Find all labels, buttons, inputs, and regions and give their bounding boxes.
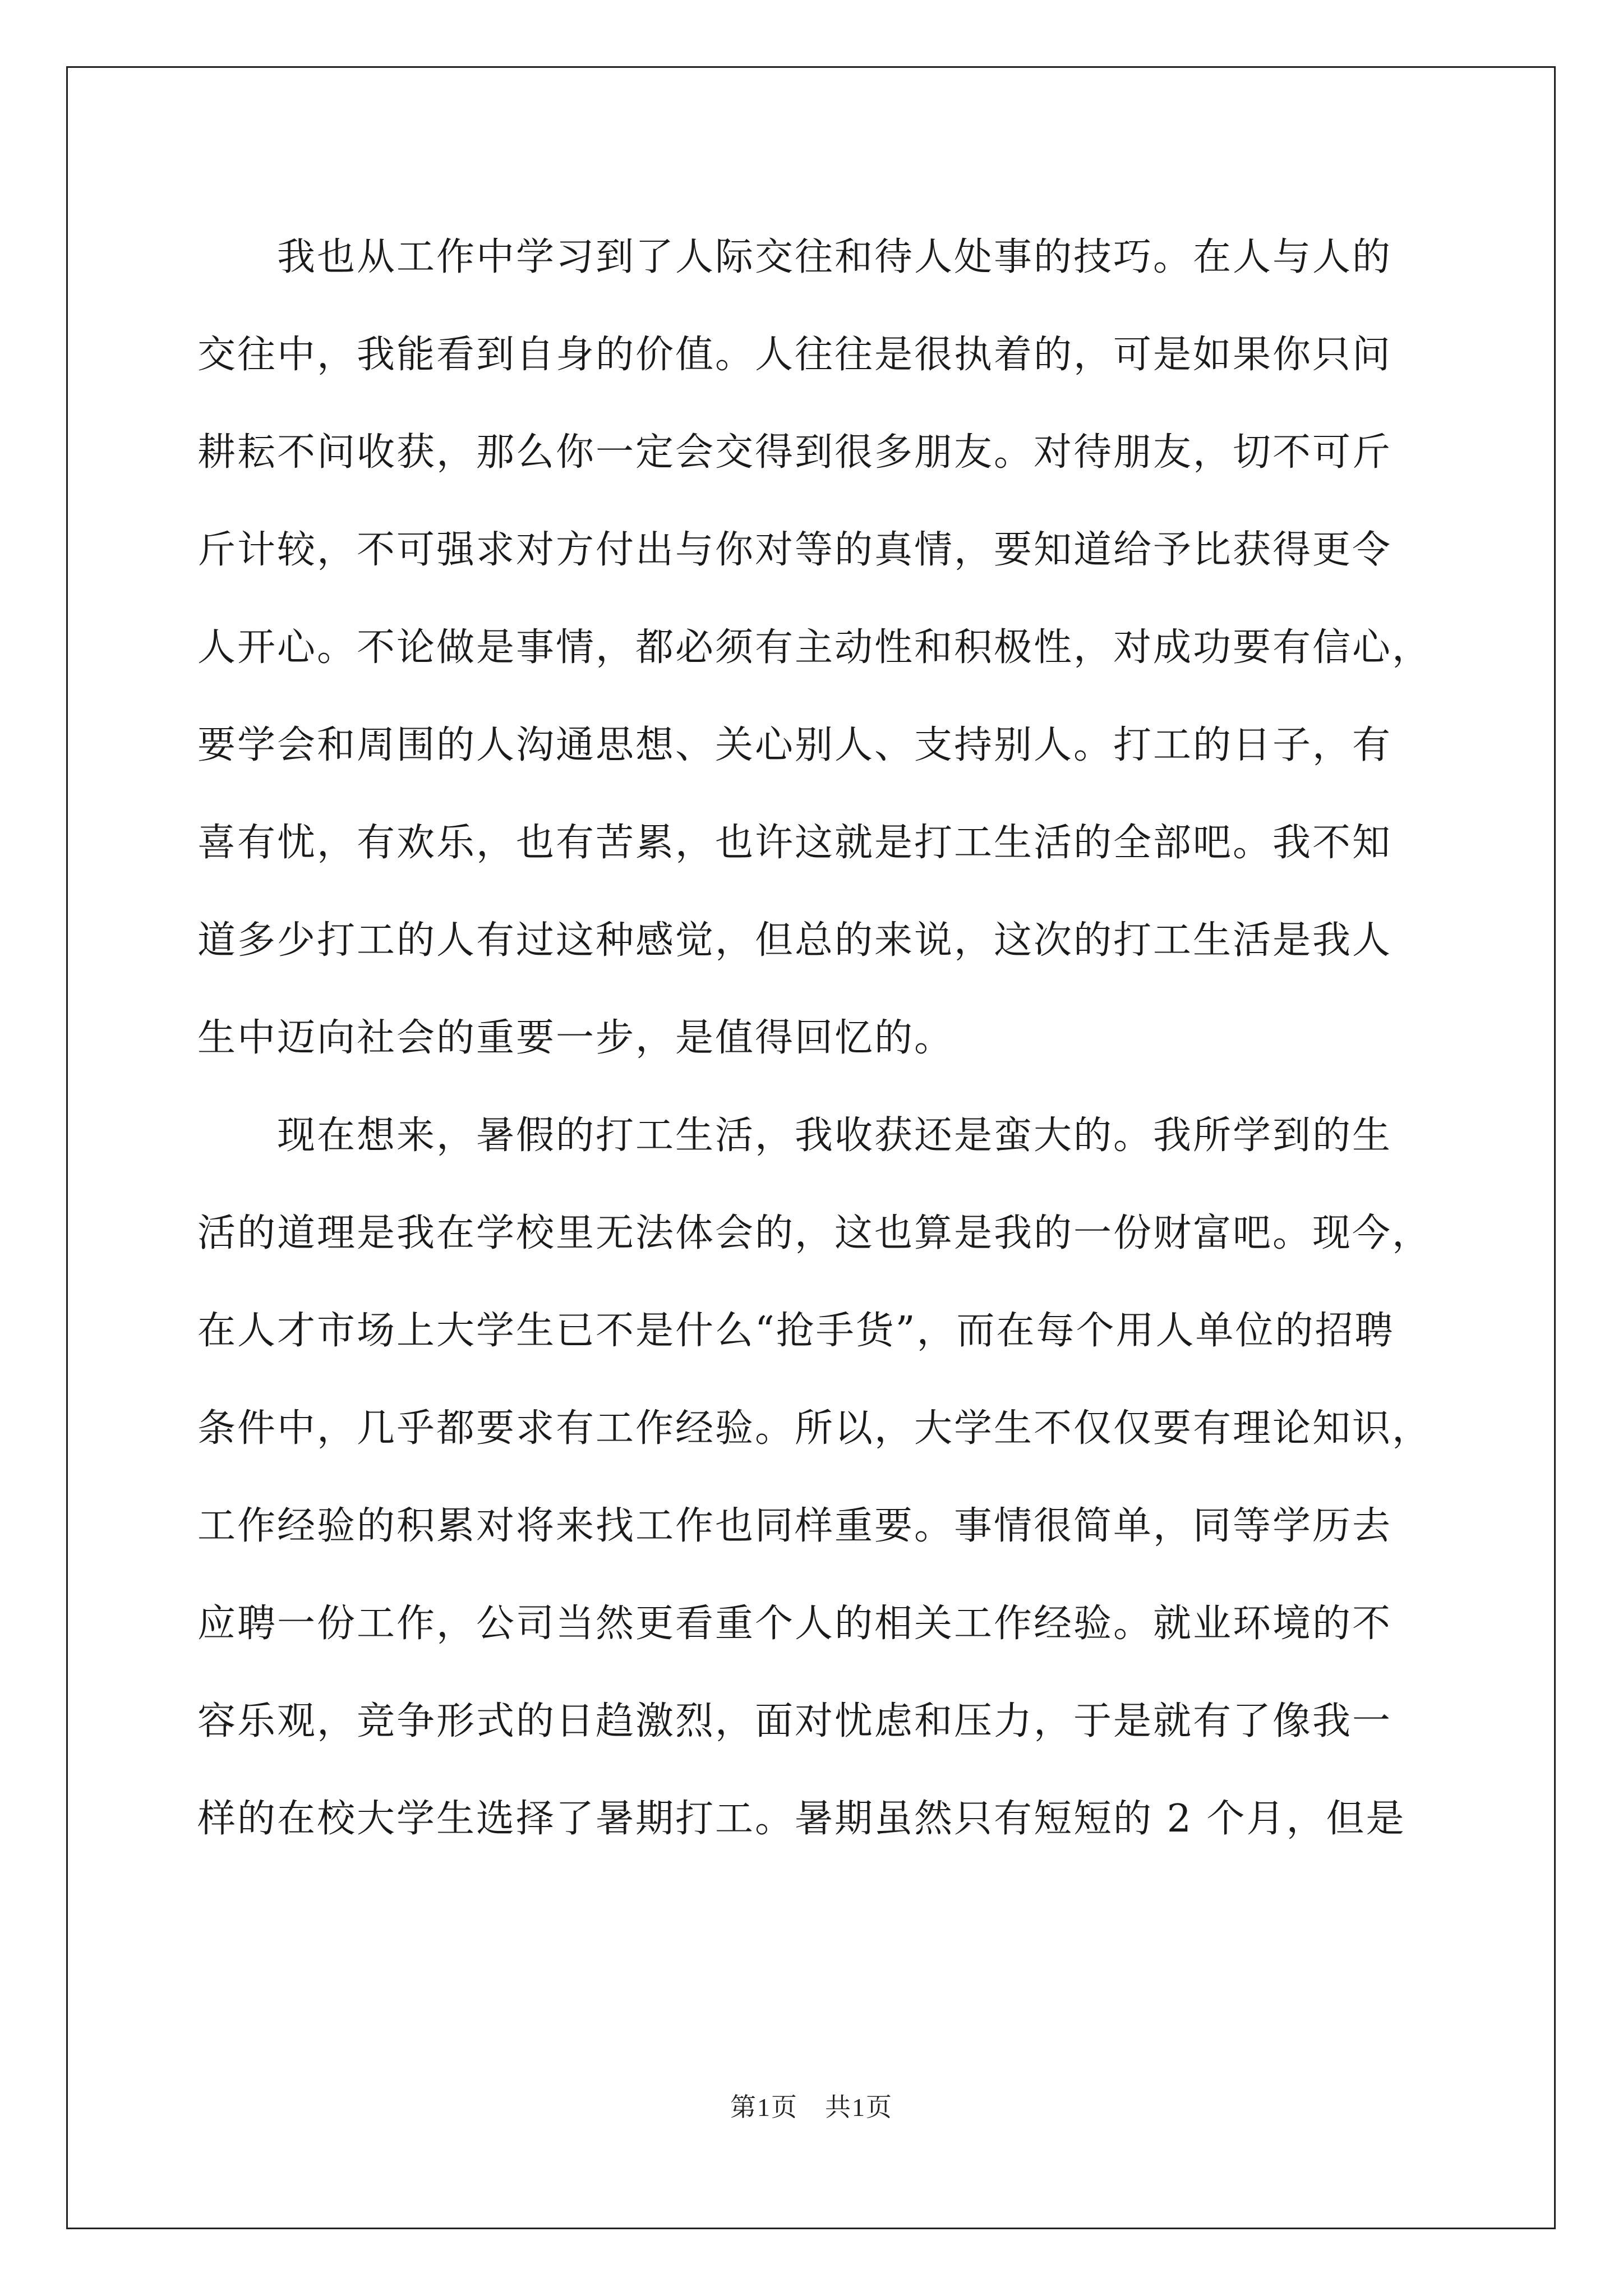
paragraph-1 <box>197 209 1431 1087</box>
text-line: 要学会和周围的人沟通思想、关心别人、支持别人。打工的日子，有 <box>197 723 1393 767</box>
document-body <box>197 209 1431 1868</box>
text-line: 斤计较，不可强求对方付出与你对等的真情，要知道给予比获得更令 <box>197 528 1393 572</box>
text-line: 样的在校大学生选择了暑期打工。暑期虽然只有短短的 2 个月，但是 <box>197 1797 1406 1841</box>
page-number-footer: 第1页 共1页 <box>730 2093 893 2122</box>
text-line: 生中迈向社会的重要一步，是值得回忆的。 <box>197 1016 955 1060</box>
text-line: 交往中，我能看到自身的价值。人往往是很执着的，可是如果你只问 <box>197 333 1393 377</box>
text-line: 容乐观，竞争形式的日趋激烈，面对忧虑和压力，于是就有了像我一 <box>197 1699 1393 1743</box>
text-line: 道多少打工的人有过这种感觉，但总的来说，这次的打工生活是我人 <box>197 918 1393 963</box>
text-line: 人开心。不论做是事情，都必须有主动性和积极性，对成功要有信心， <box>197 625 1432 670</box>
text-line: 在人才市场上大学生已不是什么“抢手货”，而在每个用人单位的招聘 <box>197 1309 1395 1353</box>
text-line: 活的道理是我在学校里无法体会的，这也算是我的一份财富吧。现今， <box>197 1211 1432 1255</box>
text-line: 应聘一份工作，公司当然更看重个人的相关工作经验。就业环境的不 <box>197 1602 1393 1646</box>
text-line: 耕耘不问收获，那么你一定会交得到很多朋友。对待朋友，切不可斤 <box>197 430 1393 475</box>
text-line: 我也从工作中学习到了人际交往和待人处事的技巧。在人与人的 <box>197 235 1393 279</box>
text-line: 条件中，几乎都要求有工作经验。所以，大学生不仅仅要有理论知识， <box>197 1406 1432 1451</box>
text-line: 现在想来，暑假的打工生活，我收获还是蛮大的。我所学到的生 <box>197 1114 1393 1158</box>
text-line: 喜有忧，有欢乐，也有苦累，也许这就是打工生活的全部吧。我不知 <box>197 821 1393 865</box>
text-line: 工作经验的积累对将来找工作也同样重要。事情很简单，同等学历去 <box>197 1504 1393 1548</box>
paragraph-2 <box>197 1087 1431 1868</box>
